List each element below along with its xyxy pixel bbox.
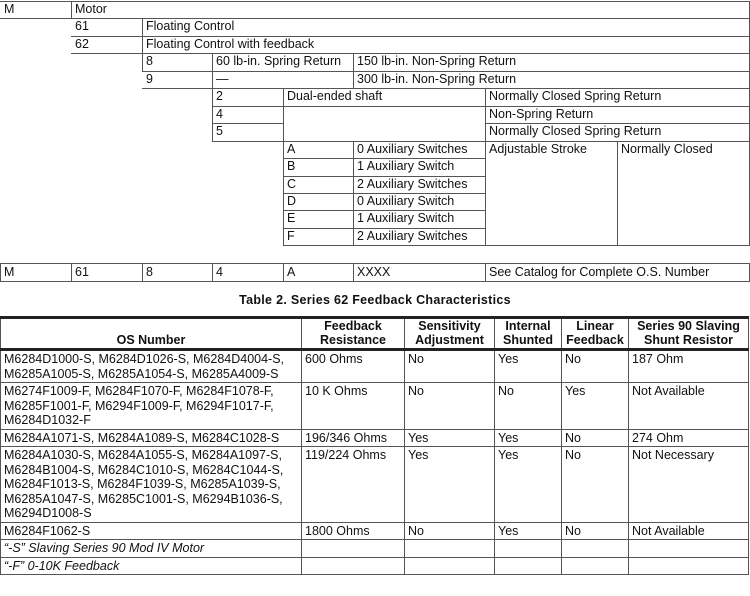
table-cell: No	[562, 447, 629, 523]
column-header: Linear Feedback	[562, 318, 629, 350]
table-2-caption: Table 2. Series 62 Feedback Characteristics	[239, 293, 511, 307]
code-cell: 5	[216, 124, 223, 138]
footnote: “-S” Slaving Series 90 Mod IV Motor	[1, 540, 302, 558]
table-rule	[142, 88, 750, 89]
table-cell: No	[562, 350, 629, 383]
table-rule	[485, 123, 750, 124]
table-rule	[71, 36, 750, 37]
footnote: “-F” 0-10K Feedback	[1, 557, 302, 575]
table-cell: No	[562, 429, 629, 447]
table-rule	[283, 228, 485, 229]
table-rule	[212, 53, 213, 141]
table-cell: Yes	[495, 350, 562, 383]
table-rule	[283, 176, 485, 177]
code-cell: Normally Closed	[621, 142, 713, 156]
column-header: Internal Shunted	[495, 318, 562, 350]
code-cell: 2 Auxiliary Switches	[357, 177, 468, 191]
code-cell: 8	[146, 54, 153, 68]
table-cell: 119/224 Ohms	[302, 447, 405, 523]
empty-cell	[495, 557, 562, 575]
table-rule	[283, 88, 284, 246]
table-cell: Yes	[405, 429, 495, 447]
example-code-cell: 4	[216, 265, 223, 279]
empty-cell	[405, 557, 495, 575]
table-cell: Yes	[405, 447, 495, 523]
code-cell: 2	[216, 89, 223, 103]
empty-cell	[405, 540, 495, 558]
code-cell: 1 Auxiliary Switch	[357, 159, 455, 173]
example-code-cell: XXXX	[357, 265, 391, 279]
table-rule	[283, 193, 485, 194]
table-cell: 1800 Ohms	[302, 522, 405, 540]
code-cell: 1 Auxiliary Switch	[357, 211, 455, 225]
empty-cell	[562, 557, 629, 575]
code-cell: 9	[146, 72, 153, 86]
table-cell: Yes	[562, 383, 629, 430]
code-cell: —	[216, 72, 229, 86]
code-cell: 300 lb-in. Non-Spring Return	[357, 72, 517, 86]
table-cell: M6274F1009-F, M6284F1070-F, M6284F1078-F, M6285F1001-F, M6294F1009-F, M6294F1017-F, M6284D1032-F	[1, 383, 302, 430]
table-rule	[142, 18, 143, 71]
table-cell: 187 Ohm	[629, 350, 749, 383]
code-cell: Floating Control with feedback	[146, 37, 315, 51]
table-cell: M6284A1071-S, M6284A1089-S, M6284C1028-S	[1, 429, 302, 447]
example-code-cell: A	[287, 265, 296, 279]
table-header-row	[1, 318, 749, 350]
table-rule	[353, 53, 354, 88]
code-cell: A	[287, 142, 296, 156]
code-cell: 0 Auxiliary Switches	[357, 142, 468, 156]
table-cell: 274 Ohm	[629, 429, 749, 447]
table-cell: Not Available	[629, 383, 749, 430]
table-cell: No	[562, 522, 629, 540]
table-cell: No	[495, 383, 562, 430]
table-row	[1, 447, 749, 523]
code-cell: C	[287, 177, 297, 191]
table-rule	[212, 106, 750, 107]
code-cell: Dual-ended shaft	[287, 89, 383, 103]
table-rule	[0, 18, 750, 19]
table-cell: No	[405, 383, 495, 430]
code-cell: Non-Spring Return	[489, 107, 594, 121]
table-cell: 10 K Ohms	[302, 383, 405, 430]
code-cell: 60 lb-in. Spring Return	[216, 54, 342, 68]
example-code-cell: 8	[146, 265, 153, 279]
table-rule	[212, 141, 750, 142]
table-row	[1, 429, 749, 447]
table-cell: Not Available	[629, 522, 749, 540]
table-cell: Yes	[495, 447, 562, 523]
code-cell: 61	[75, 19, 89, 33]
table-rule	[0, 1, 750, 2]
table-cell: M6284F1062-S	[1, 522, 302, 540]
table-cell: M6284A1030-S, M6284A1055-S, M6284A1097-S, M6284B1004-S, M6284C1010-S, M6284C1044-S, M6284F1013-S, M6284F1039-S, M6285A1039-S, M6285A1047-S, M6285C1001-S, M6294B1036-S, M6294D1008-S	[1, 447, 302, 523]
code-cell: E	[287, 211, 296, 225]
code-cell: 0 Auxiliary Switch	[357, 194, 455, 208]
table-cell: 196/346 Ohms	[302, 429, 405, 447]
code-cell: Adjustable Stroke	[489, 142, 587, 156]
code-cell: 4	[216, 107, 223, 121]
table-cell: Yes	[495, 429, 562, 447]
table-row	[1, 383, 749, 430]
table-rule	[283, 210, 485, 211]
table-rule	[212, 123, 283, 124]
code-cell: 2 Auxiliary Switches	[357, 229, 468, 243]
table-row	[1, 522, 749, 540]
table-rule	[71, 53, 750, 54]
code-cell: Floating Control	[146, 19, 235, 33]
table-rule	[283, 158, 485, 159]
table-cell: Yes	[495, 522, 562, 540]
column-header: Sensitivity Adjustment	[405, 318, 495, 350]
footnote-row	[1, 540, 749, 558]
example-code-cell: 61	[75, 265, 89, 279]
table-rule	[0, 281, 750, 282]
table-rule	[617, 141, 618, 246]
table-rule	[485, 88, 486, 246]
code-cell: F	[287, 229, 295, 243]
table-cell: M6284D1000-S, M6284D1026-S, M6284D4004-S, M6285A1005-S, M6285A1054-S, M6285A4009-S	[1, 350, 302, 383]
code-cell: D	[287, 194, 297, 208]
table-cell: Not Necessary	[629, 447, 749, 523]
empty-cell	[562, 540, 629, 558]
example-code-cell: See Catalog for Complete O.S. Number	[489, 265, 710, 279]
empty-cell	[302, 540, 405, 558]
table-rule	[353, 141, 354, 246]
table-cell: No	[405, 522, 495, 540]
empty-cell	[495, 540, 562, 558]
code-cell: Normally Closed Spring Return	[489, 89, 662, 103]
empty-cell	[629, 557, 749, 575]
empty-cell	[302, 557, 405, 575]
feedback-characteristics-table	[0, 316, 749, 575]
column-header: Feedback Resistance	[302, 318, 405, 350]
column-header: OS Number	[1, 318, 302, 350]
code-cell: 150 lb-in. Non-Spring Return	[357, 54, 517, 68]
empty-cell	[629, 540, 749, 558]
code-cell: Motor	[75, 2, 107, 16]
code-cell: M	[4, 2, 15, 16]
column-header: Series 90 Slaving Shunt Resistor	[629, 318, 749, 350]
table-row	[1, 350, 749, 383]
code-cell: 62	[75, 37, 89, 51]
table-cell: 600 Ohms	[302, 350, 405, 383]
table-rule	[71, 1, 72, 18]
table-rule	[142, 71, 750, 72]
footnote-row	[1, 557, 749, 575]
example-code-cell: M	[4, 265, 15, 279]
code-cell: Normally Closed Spring Return	[489, 124, 662, 138]
code-cell: B	[287, 159, 296, 173]
table-cell: No	[405, 350, 495, 383]
